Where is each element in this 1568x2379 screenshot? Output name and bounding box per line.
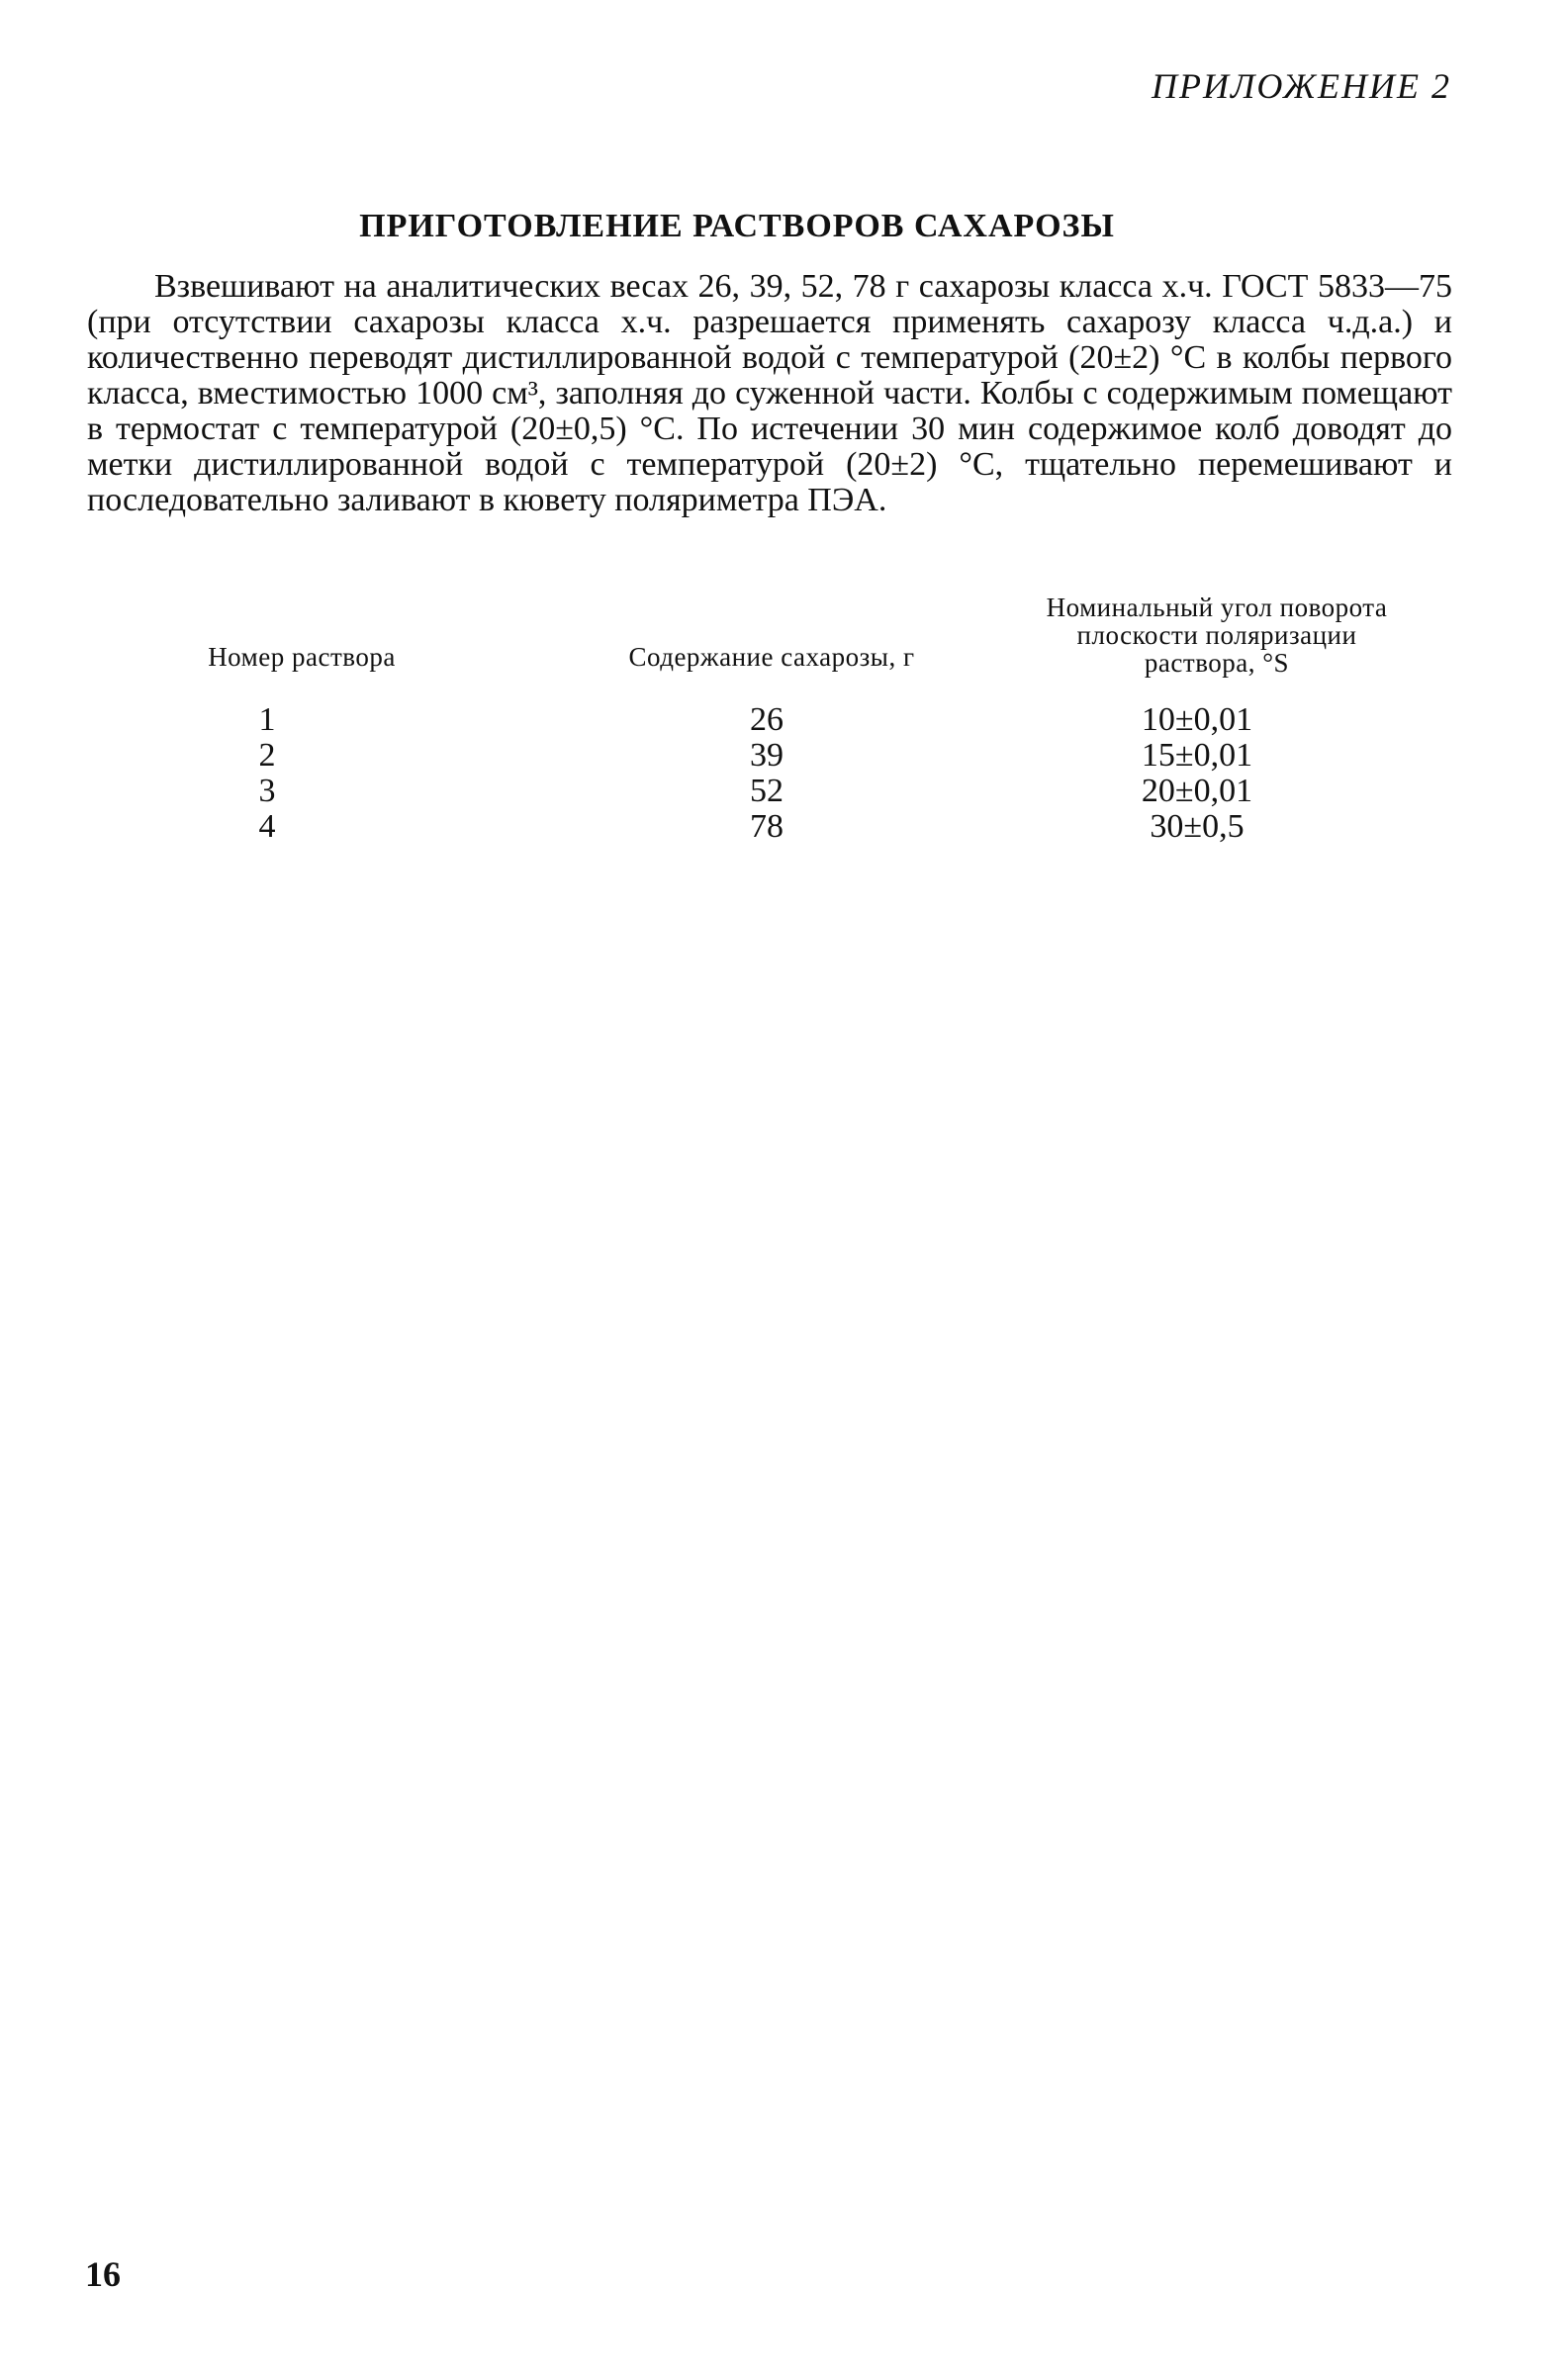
table-cell-angle: 20±0,01 (1141, 773, 1253, 809)
table-cell-content: 52 (750, 773, 784, 809)
header-solution-number: Номер раствора (208, 642, 396, 672)
table-cell-number: 3 (258, 773, 276, 809)
solutions-table (0, 594, 1568, 851)
appendix-label: ПРИЛОЖЕНИЕ 2 (1152, 66, 1451, 106)
table-cell-content: 39 (750, 737, 784, 774)
table-cell-content: 26 (750, 701, 784, 738)
table-cell-content: 78 (750, 808, 784, 845)
table-cell-angle: 30±0,5 (1150, 808, 1245, 845)
column-solution-number (218, 702, 317, 845)
header-rotation-angle: Номинальный угол поворота плоскости поляризации раствора, °S (1046, 593, 1388, 678)
table-cell-number: 4 (258, 808, 276, 845)
table-cell-number: 1 (258, 701, 276, 738)
section-title: ПРИГОТОВЛЕНИЕ РАСТВОРОВ САХАРОЗЫ (359, 208, 1115, 244)
page-number: 16 (85, 2254, 121, 2294)
table-cell-angle: 15±0,01 (1141, 737, 1253, 774)
table-cell-number: 2 (258, 737, 276, 774)
body-paragraph: Взвешивают на аналитических весах 26, 39, 52, 78 г сахарозы класса х.ч. ГОСТ 5833—75 (при отсутствии сахарозы класса х.ч. разрешается применять сахарозу класса ч.д.а.) и количественно переводят дистиллированной водой с температурой (20±2) °С в колбы первого класса, вместимостью 1000 см³, заполняя до суженной части. Колбы с содержимым помещают в термостат с температурой (20±0,5) °С. По истечении 30 мин содержимое колб доводят до метки дистиллированной водой с температурой (20±2) °С, тщательно перемешивают и последовательно заливают в кювету поляриметра ПЭА. (87, 268, 1452, 518)
column-rotation-angle (1098, 702, 1296, 845)
column-sucrose-content (717, 702, 816, 845)
table-cell-angle: 10±0,01 (1141, 701, 1253, 738)
header-sucrose-content: Содержание сахарозы, г (628, 642, 915, 672)
